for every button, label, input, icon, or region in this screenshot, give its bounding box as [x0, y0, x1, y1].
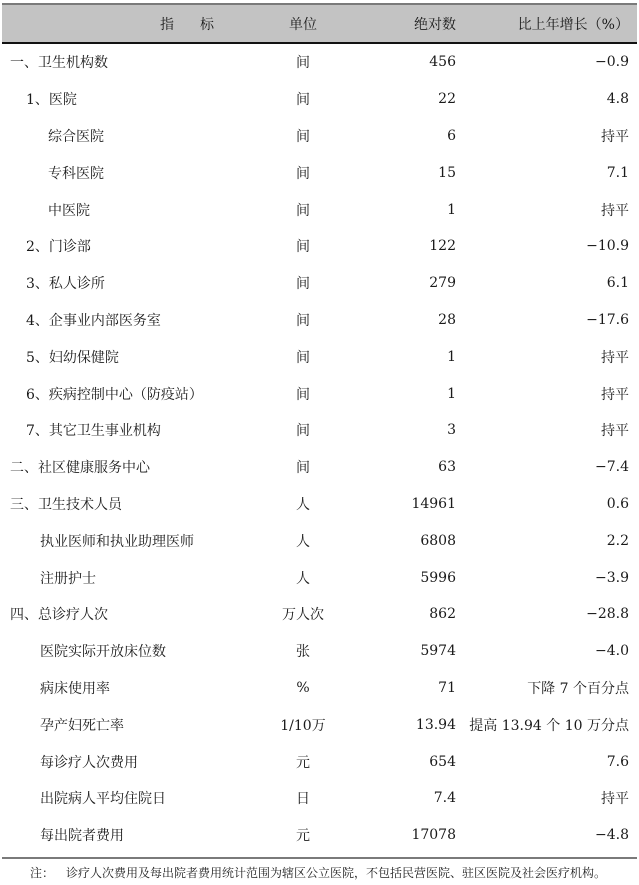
cell-indicator: 四、总诊疗人次 — [10, 607, 108, 624]
table-row — [2, 375, 637, 412]
cell-indicator: 二、社区健康服务中心 — [10, 460, 150, 477]
cell-unit: 间 — [296, 460, 310, 477]
cell-growth: 持平 — [601, 202, 629, 219]
cell-indicator: 出院病人平均住院日 — [40, 791, 166, 808]
cell-absolute: 456 — [429, 54, 456, 71]
cell-growth: 持平 — [601, 349, 629, 366]
table-row — [2, 449, 637, 486]
cell-indicator: 每出院者费用 — [40, 828, 124, 845]
cell-absolute: 862 — [429, 606, 456, 623]
cell-unit: 间 — [296, 55, 310, 72]
cell-unit: 张 — [296, 644, 310, 661]
footnote-text: 诊疗人次费用及每出院者费用统计范围为辖区公立医院，不包括民营医院、驻区医院及社会医疗机构。 — [66, 866, 607, 880]
cell-unit: 间 — [296, 349, 310, 366]
cell-absolute: 1 — [447, 348, 456, 365]
table-row — [2, 265, 637, 302]
cell-absolute: 3 — [447, 422, 456, 439]
cell-growth: −28.8 — [586, 606, 629, 623]
cell-indicator: 7、其它卫生事业机构 — [26, 423, 161, 440]
cell-growth: 持平 — [601, 423, 629, 440]
footnote — [30, 864, 606, 881]
header-indicator: 指标 — [160, 16, 240, 33]
cell-absolute: 7.4 — [433, 790, 456, 807]
cell-absolute: 5996 — [420, 569, 456, 586]
cell-growth: −17.6 — [586, 311, 629, 328]
cell-growth: −0.9 — [595, 54, 629, 71]
cell-growth: 0.6 — [606, 495, 629, 512]
cell-unit: 元 — [296, 828, 310, 845]
cell-unit: 万人次 — [282, 607, 324, 624]
cell-unit: 间 — [296, 92, 310, 109]
cell-growth: 持平 — [601, 128, 629, 145]
table-body — [2, 44, 637, 854]
cell-growth: −7.4 — [595, 459, 629, 476]
header-unit: 单位 — [289, 16, 317, 33]
table-row — [2, 228, 637, 265]
header-growth: 比上年增长（%） — [517, 16, 629, 33]
header-absolute: 绝对数 — [414, 16, 456, 33]
cell-absolute: 63 — [438, 459, 456, 476]
cell-absolute: 17078 — [411, 827, 456, 844]
table-bottom-rule — [2, 857, 637, 859]
cell-absolute: 28 — [438, 311, 456, 328]
cell-unit: 元 — [296, 754, 310, 771]
cell-growth: 提高 13.94 个 10 万分点 — [469, 717, 629, 734]
cell-unit: 1/10万 — [280, 717, 326, 734]
cell-absolute: 1 — [447, 385, 456, 402]
cell-unit: 间 — [296, 128, 310, 145]
cell-unit: 间 — [296, 202, 310, 219]
table-row — [2, 191, 637, 228]
cell-indicator: 中医院 — [48, 202, 90, 219]
cell-absolute: 14961 — [411, 495, 456, 512]
table-header — [2, 3, 637, 44]
cell-indicator: 3、私人诊所 — [26, 276, 105, 293]
cell-growth: −3.9 — [595, 569, 629, 586]
cell-absolute: 6808 — [420, 532, 456, 549]
cell-indicator: 病床使用率 — [40, 680, 110, 697]
table-row — [2, 780, 637, 817]
cell-indicator: 6、疾病控制中心（防疫站） — [26, 386, 203, 403]
cell-unit: 人 — [296, 496, 310, 513]
cell-absolute: 279 — [429, 275, 456, 292]
cell-indicator: 每诊疗人次费用 — [40, 754, 138, 771]
table-row — [2, 706, 637, 743]
statistics-table — [2, 3, 637, 854]
table-row — [2, 522, 637, 559]
footnote-label: 注： — [30, 866, 55, 880]
cell-unit: 间 — [296, 423, 310, 440]
table-row — [2, 81, 637, 118]
cell-growth: −4.0 — [595, 643, 629, 660]
cell-growth: 7.6 — [606, 753, 629, 770]
cell-indicator: 2、门诊部 — [26, 239, 91, 256]
table-row — [2, 338, 637, 375]
cell-absolute: 122 — [429, 238, 456, 255]
table-row — [2, 743, 637, 780]
cell-growth: 4.8 — [606, 91, 629, 108]
cell-indicator: 执业医师和执业助理医师 — [40, 533, 194, 550]
cell-unit: 日 — [296, 791, 310, 808]
table-row — [2, 154, 637, 191]
table-row — [2, 559, 637, 596]
cell-absolute: 13.94 — [415, 716, 456, 733]
cell-growth: −4.8 — [595, 827, 629, 844]
table-row — [2, 118, 637, 155]
cell-unit: 间 — [296, 276, 310, 293]
table-row — [2, 412, 637, 449]
cell-growth: 下降 7 个百分点 — [527, 680, 629, 697]
cell-absolute: 6 — [447, 127, 456, 144]
table-row — [2, 302, 637, 339]
cell-absolute: 1 — [447, 201, 456, 218]
cell-indicator: 孕产妇死亡率 — [40, 717, 124, 734]
cell-unit: 人 — [296, 570, 310, 587]
cell-indicator: 综合医院 — [48, 128, 104, 145]
cell-unit: 间 — [296, 312, 310, 329]
cell-unit: 间 — [296, 165, 310, 182]
cell-absolute: 5974 — [420, 643, 456, 660]
cell-indicator: 三、卫生技术人员 — [10, 496, 122, 513]
table-row — [2, 486, 637, 523]
cell-absolute: 22 — [438, 91, 456, 108]
cell-indicator: 5、妇幼保健院 — [26, 349, 119, 366]
cell-growth: 6.1 — [606, 275, 629, 292]
table-row — [2, 633, 637, 670]
cell-absolute: 71 — [438, 679, 456, 696]
cell-indicator: 一、卫生机构数 — [10, 55, 108, 72]
cell-growth: 2.2 — [606, 532, 629, 549]
cell-unit: 人 — [296, 533, 310, 550]
cell-indicator: 1、医院 — [26, 92, 77, 109]
cell-growth: 持平 — [601, 791, 629, 808]
cell-indicator: 注册护士 — [40, 570, 96, 587]
table-row — [2, 596, 637, 633]
cell-growth: −10.9 — [586, 238, 629, 255]
cell-absolute: 654 — [429, 753, 456, 770]
cell-unit: 间 — [296, 386, 310, 403]
table-row — [2, 670, 637, 707]
cell-unit: % — [296, 679, 310, 696]
cell-indicator: 专科医院 — [48, 165, 104, 182]
table-row — [2, 817, 637, 854]
cell-indicator: 4、企事业内部医务室 — [26, 312, 161, 329]
cell-unit: 间 — [296, 239, 310, 256]
cell-growth: 7.1 — [606, 164, 629, 181]
cell-absolute: 15 — [438, 164, 456, 181]
table-row — [2, 44, 637, 81]
cell-growth: 持平 — [601, 386, 629, 403]
cell-indicator: 医院实际开放床位数 — [40, 644, 166, 661]
